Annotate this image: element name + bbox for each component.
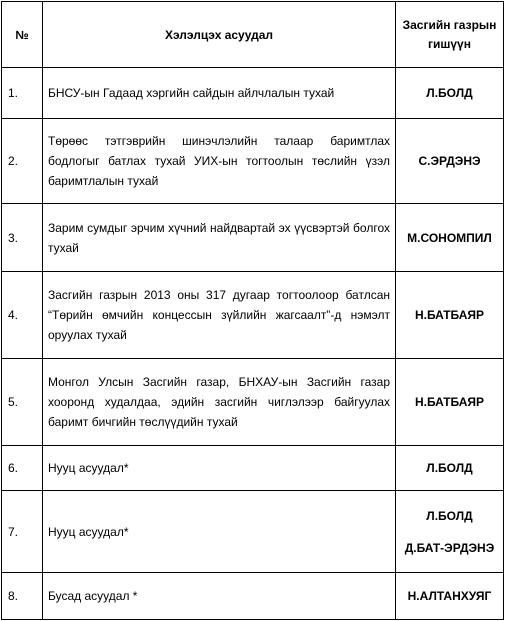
table-row bbox=[2, 446, 504, 491]
row-member bbox=[396, 119, 504, 204]
member-name: Д.БАТ-ЭРДЭНЭ bbox=[404, 540, 495, 555]
row-issue: Зарим сумдыг эрчим хүчний найдвартай эх үүсвэртэй болгох тухай bbox=[43, 204, 396, 272]
table-row bbox=[2, 68, 504, 119]
row-member bbox=[396, 272, 504, 359]
table-row bbox=[2, 272, 504, 359]
header-member: Засгийн газрын гишүүн bbox=[396, 2, 504, 68]
row-number: 8. bbox=[2, 573, 43, 620]
member-name: Л.БОЛД bbox=[426, 508, 473, 523]
row-number: 6. bbox=[2, 446, 43, 491]
row-issue: Нууц асуудал* bbox=[43, 446, 396, 491]
row-number: 1. bbox=[2, 68, 43, 119]
header-row bbox=[2, 2, 504, 68]
row-issue: Төрөөс тэтгэврийн шинэчлэлийн талаар баримтлах бодлогыг батлах тухай УИХ-ын тогтоолын төслийн үзэл баримтлалын тухай bbox=[43, 119, 396, 204]
header-number: № bbox=[2, 2, 43, 68]
table-row bbox=[2, 359, 504, 446]
table-row bbox=[2, 119, 504, 204]
row-member bbox=[396, 204, 504, 272]
member-name: Л.БОЛД bbox=[426, 86, 473, 100]
table-row bbox=[2, 204, 504, 272]
header-issue: Хэлэлцэх асуудал bbox=[43, 2, 396, 68]
table-row bbox=[2, 491, 504, 573]
row-number: 2. bbox=[2, 119, 43, 204]
row-number: 7. bbox=[2, 491, 43, 573]
row-member bbox=[396, 359, 504, 446]
member-name: Н.АЛТАНХУЯГ bbox=[407, 589, 492, 603]
row-issue: БНСУ-ын Гадаад хэргийн сайдын айлчлалын тухай bbox=[43, 68, 396, 119]
member-name: М.СОНОМПИЛ bbox=[407, 230, 492, 245]
member-name: С.ЭРДЭНЭ bbox=[418, 154, 481, 168]
member-name: Л.БОЛД bbox=[426, 461, 473, 475]
row-number: 4. bbox=[2, 272, 43, 359]
member-name: Н.БАТБАЯР bbox=[414, 308, 485, 322]
row-member bbox=[396, 68, 504, 119]
row-member bbox=[396, 573, 504, 620]
row-issue: Нууц асуудал* bbox=[43, 491, 396, 573]
row-member bbox=[396, 491, 504, 573]
agenda-table bbox=[1, 1, 504, 620]
row-issue: Бусад асуудал * bbox=[43, 573, 396, 620]
table-row bbox=[2, 573, 504, 620]
row-issue: Засгийн газрын 2013 оны 317 дугаар тогтоолоор батлсан “Төрийн өмчийн концессын зүйлийн жагсаалт”-д нэмэлт оруулах тухай bbox=[43, 272, 396, 359]
row-issue: Монгол Улсын Засгийн газар, БНХАУ-ын Засгийн газар хооронд худалдаа, эдийн засгийн чиглэлээр байгуулах баримт бичгийн төслүүдийн тухай bbox=[43, 359, 396, 446]
member-name: Н.БАТБАЯР bbox=[414, 395, 485, 409]
row-number: 5. bbox=[2, 359, 43, 446]
row-number: 3. bbox=[2, 204, 43, 272]
row-member bbox=[396, 446, 504, 491]
